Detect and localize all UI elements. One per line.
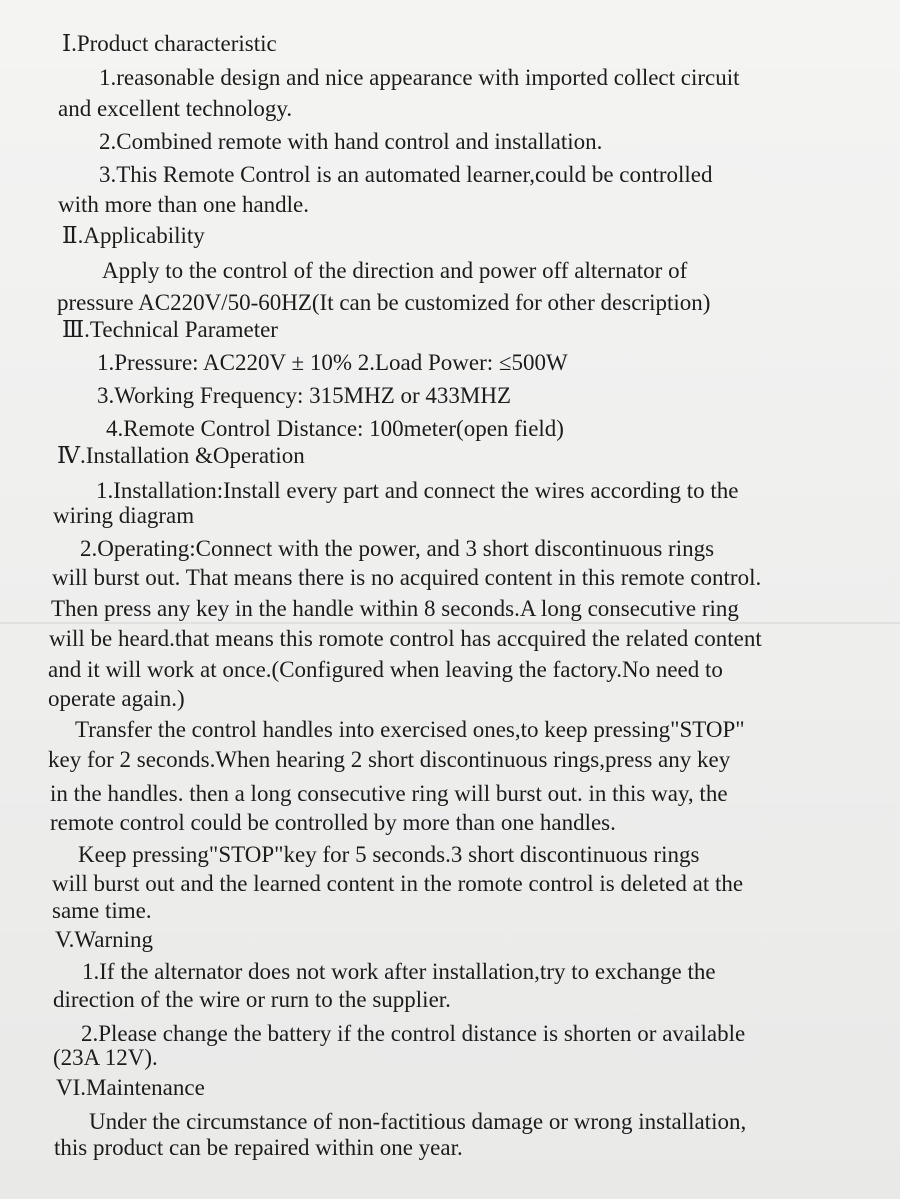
section-heading-warning: V.Warning bbox=[55, 927, 154, 952]
text-line: key for 2 seconds.When hearing 2 short discontinuous rings,press any key bbox=[48, 747, 731, 772]
text-line: operate again.) bbox=[48, 686, 185, 711]
text-line: remote control could be controlled by more than one handles. bbox=[50, 810, 616, 835]
text-line: (23A 12V). bbox=[53, 1045, 158, 1070]
text-line: Under the circumstance of non-factitious damage or wrong installation, bbox=[89, 1109, 747, 1134]
text-line: and it will work at once.(Configured when leaving the factory.No need to bbox=[48, 657, 723, 682]
section-heading-technical: Ⅲ.Technical Parameter bbox=[62, 317, 278, 342]
text-line: 2.Operating:Connect with the power, and 3 short discontinuous rings bbox=[80, 536, 715, 561]
text-line: 1.Installation:Install every part and connect the wires according to the bbox=[96, 478, 739, 503]
text-line: Apply to the control of the direction and power off alternator of bbox=[102, 258, 688, 283]
text-line: 4.Remote Control Distance: 100meter(open field) bbox=[106, 416, 564, 441]
text-line: will be heard.that means this romote control has accquired the related content bbox=[49, 626, 762, 651]
section-heading-installation: Ⅳ.Installation &Operation bbox=[57, 443, 305, 468]
text-line: same time. bbox=[52, 898, 152, 923]
text-line: and excellent technology. bbox=[58, 96, 293, 121]
text-line: 1.reasonable design and nice appearance with imported collect circuit bbox=[99, 65, 740, 90]
text-line: 1.If the alternator does not work after installation,try to exchange the bbox=[82, 959, 716, 984]
text-line: 2.Combined remote with hand control and installation. bbox=[99, 129, 603, 154]
text-line: Keep pressing"STOP"key for 5 seconds.3 short discontinuous rings bbox=[78, 842, 700, 867]
text-line: 1.Pressure: AC220V ± 10% 2.Load Power: ≤500W bbox=[97, 350, 568, 375]
text-line: in the handles. then a long consecutive ring will burst out. in this way, the bbox=[50, 781, 728, 806]
section-heading-applicability: Ⅱ.Applicability bbox=[62, 223, 205, 248]
text-line: this product can be repaired within one year. bbox=[54, 1135, 463, 1160]
section-heading-product: Ⅰ.Product characteristic bbox=[62, 31, 277, 56]
text-line: wiring diagram bbox=[53, 503, 195, 528]
text-line: 3.This Remote Control is an automated learner,could be controlled bbox=[99, 162, 713, 187]
text-line: pressure AC220V/50-60HZ(It can be customized for other description) bbox=[57, 290, 711, 315]
text-line: 2.Please change the battery if the control distance is shorten or available bbox=[81, 1021, 746, 1046]
text-line: will burst out. That means there is no acquired content in this remote control. bbox=[52, 565, 762, 590]
text-line: Transfer the control handles into exercised ones,to keep pressing"STOP" bbox=[75, 717, 745, 742]
text-line: will burst out and the learned content in the romote control is deleted at the bbox=[52, 871, 744, 896]
text-line: 3.Working Frequency: 315MHZ or 433MHZ bbox=[97, 383, 512, 408]
section-heading-maintenance: VI.Maintenance bbox=[56, 1075, 205, 1100]
text-line: Then press any key in the handle within 8 seconds.A long consecutive ring bbox=[51, 596, 739, 621]
text-line: with more than one handle. bbox=[58, 192, 310, 217]
text-line: direction of the wire or rurn to the supplier. bbox=[53, 987, 451, 1012]
